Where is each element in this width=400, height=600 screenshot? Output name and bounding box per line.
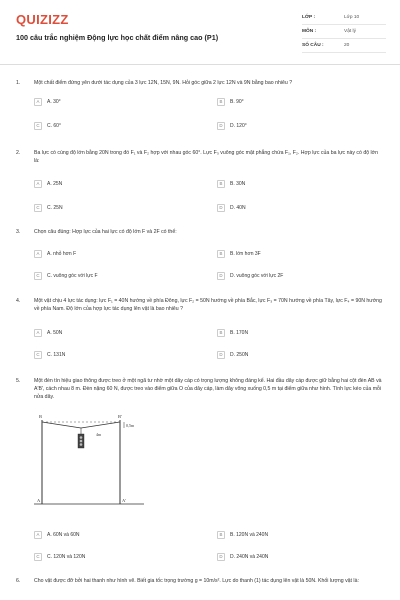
light-red: [80, 436, 83, 439]
label-distance: 4m: [96, 432, 102, 437]
option-text: B. 90°: [230, 98, 244, 105]
question-number: 5.: [16, 378, 21, 384]
option-d[interactable]: [217, 270, 377, 281]
option-letter: C: [34, 351, 42, 359]
option-b[interactable]: [217, 327, 377, 338]
option-c[interactable]: [34, 120, 194, 131]
option-letter: A: [34, 180, 42, 188]
option-text: B. 120N và 240N: [230, 531, 269, 538]
option-text: A. 25N: [47, 180, 63, 187]
option-text: B. 30N: [230, 180, 246, 187]
option-d[interactable]: [217, 202, 377, 213]
option-c[interactable]: [34, 202, 194, 213]
question-text: Cho vật được đỡ bởi hai thanh như hình vẽ. Biết gia tốc trọng trường g = 10m/s². Lực do thanh (1) tác dụng lên vật là 50N. Khối lượng vật là:: [34, 578, 359, 584]
traffic-light-figure: [32, 412, 162, 512]
option-b[interactable]: [217, 96, 377, 107]
option-text: C. 60°: [47, 122, 61, 129]
meta-count-row: [302, 39, 386, 53]
option-d[interactable]: [217, 349, 377, 360]
meta-subject-row: [302, 25, 386, 39]
option-letter: C: [34, 122, 42, 130]
cable: [42, 422, 120, 428]
label-b-prime: B': [118, 414, 122, 419]
question-text: Một chất điểm đứng yên dưới tác dụng của 3 lực 12N, 15N, 9N. Hỏi góc giữa 2 lực 12N và 9N bằng bao nhiêu ?: [34, 80, 293, 86]
option-b[interactable]: [217, 529, 377, 540]
question-text: Chọn câu đúng: Hợp lực của hai lực có độ lớn F và 2F có thể:: [34, 229, 177, 235]
quizizz-logo: QUIZIZZ: [16, 12, 69, 27]
option-letter: D: [217, 553, 225, 561]
option-text: A. 60N và 60N: [47, 531, 80, 538]
option-a[interactable]: [34, 178, 194, 189]
option-letter: A: [34, 329, 42, 337]
option-text: C. vuông góc với lực F: [47, 272, 98, 279]
option-letter: A: [34, 250, 42, 258]
option-text: B. 170N: [230, 329, 249, 336]
label-sag: 0,5m: [126, 423, 135, 428]
option-letter: D: [217, 204, 225, 212]
label-a: A: [37, 498, 41, 503]
option-d[interactable]: [217, 551, 377, 562]
option-c[interactable]: [34, 349, 194, 360]
option-letter: B: [217, 250, 225, 258]
option-letter: D: [217, 272, 225, 280]
question-number: 4.: [16, 298, 21, 304]
option-a[interactable]: [34, 327, 194, 338]
option-text: B. lớn hơn 3F: [230, 250, 261, 257]
meta-box: [302, 11, 386, 53]
option-a[interactable]: [34, 529, 194, 540]
option-b[interactable]: [217, 178, 377, 189]
option-letter: A: [34, 531, 42, 539]
light-yellow: [80, 440, 83, 443]
header: [0, 0, 400, 64]
meta-subject-value: Vật lý: [344, 29, 356, 34]
label-b: B: [39, 414, 43, 419]
question-text: Ba lực có cùng độ lớn bằng 20N trong đó F₁ và F₂ hợp với nhau góc 60°. Lực F₃ vuông góc mặt phẳng chứa F₁, F₂. Hợp lực của ba lực này có độ lớn là:: [34, 150, 378, 164]
meta-class-row: [302, 11, 386, 25]
page-title: 100 câu trắc nghiệm Động lực học chất điểm nâng cao (P1): [16, 33, 219, 42]
option-text: D. vuông góc với lực 2F: [230, 272, 284, 279]
option-text: D. 40N: [230, 204, 246, 211]
option-b[interactable]: [217, 248, 377, 259]
option-text: A. 30°: [47, 98, 61, 105]
option-letter: B: [217, 329, 225, 337]
option-letter: B: [217, 180, 225, 188]
header-divider: [0, 64, 400, 65]
option-text: C. 120N và 120N: [47, 553, 86, 560]
option-text: D. 250N: [230, 351, 249, 358]
option-text: D. 240N và 240N: [230, 553, 269, 560]
option-a[interactable]: [34, 248, 194, 259]
option-a[interactable]: [34, 96, 194, 107]
option-text: A. nhỏ hơn F: [47, 250, 77, 257]
meta-class-label: LỚP :: [302, 15, 316, 20]
option-c[interactable]: [34, 551, 194, 562]
meta-count-label: SỐ CÂU :: [302, 43, 324, 48]
option-c[interactable]: [34, 270, 194, 281]
option-letter: D: [217, 122, 225, 130]
option-text: C. 25N: [47, 204, 63, 211]
option-d[interactable]: [217, 120, 377, 131]
question-number: 6.: [16, 578, 21, 584]
option-letter: C: [34, 272, 42, 280]
question-number: 2.: [16, 150, 21, 156]
option-letter: A: [34, 98, 42, 106]
meta-subject-label: MÔN :: [302, 29, 317, 34]
option-letter: B: [217, 98, 225, 106]
option-text: C. 131N: [47, 351, 66, 358]
question-number: 3.: [16, 229, 21, 235]
option-letter: C: [34, 553, 42, 561]
meta-class-value: Lớp 10: [344, 15, 360, 20]
option-text: A. 50N: [47, 329, 63, 336]
light-green: [80, 443, 83, 446]
meta-count-value: 20: [344, 43, 350, 48]
question-text: Một đèn tín hiệu giao thông được treo ở một ngã tư nhờ một dây cáp có trọng lượng không đáng kể. Hai đầu dây cáp được giữ bằng hai cột đèn AB và A'B', cách nhau 8 m. Đèn nặng 60 N, được treo vào điểm giữa O của dây cáp, làm dây võng xuống 0,5 m tại điểm giữa như hình. Tính lực kéo của mỗi nửa dây.: [34, 378, 382, 400]
question-number: 1.: [16, 80, 21, 86]
option-letter: B: [217, 531, 225, 539]
option-letter: C: [34, 204, 42, 212]
option-text: D. 120°: [230, 122, 247, 129]
label-a-prime: A': [122, 498, 127, 503]
question-text: Một vật chịu 4 lực tác dụng: lực F₁ = 40N hướng về phía Đông, lực F₂ = 50N hướng về phía Bắc, lực F₃ = 70N hướng về phía Tây, lực F₄ = 90N hướng về phía Nam. Độ lớn của hợp lực tác dụng lên vật là bao nhiêu ?: [34, 298, 382, 312]
option-letter: D: [217, 351, 225, 359]
